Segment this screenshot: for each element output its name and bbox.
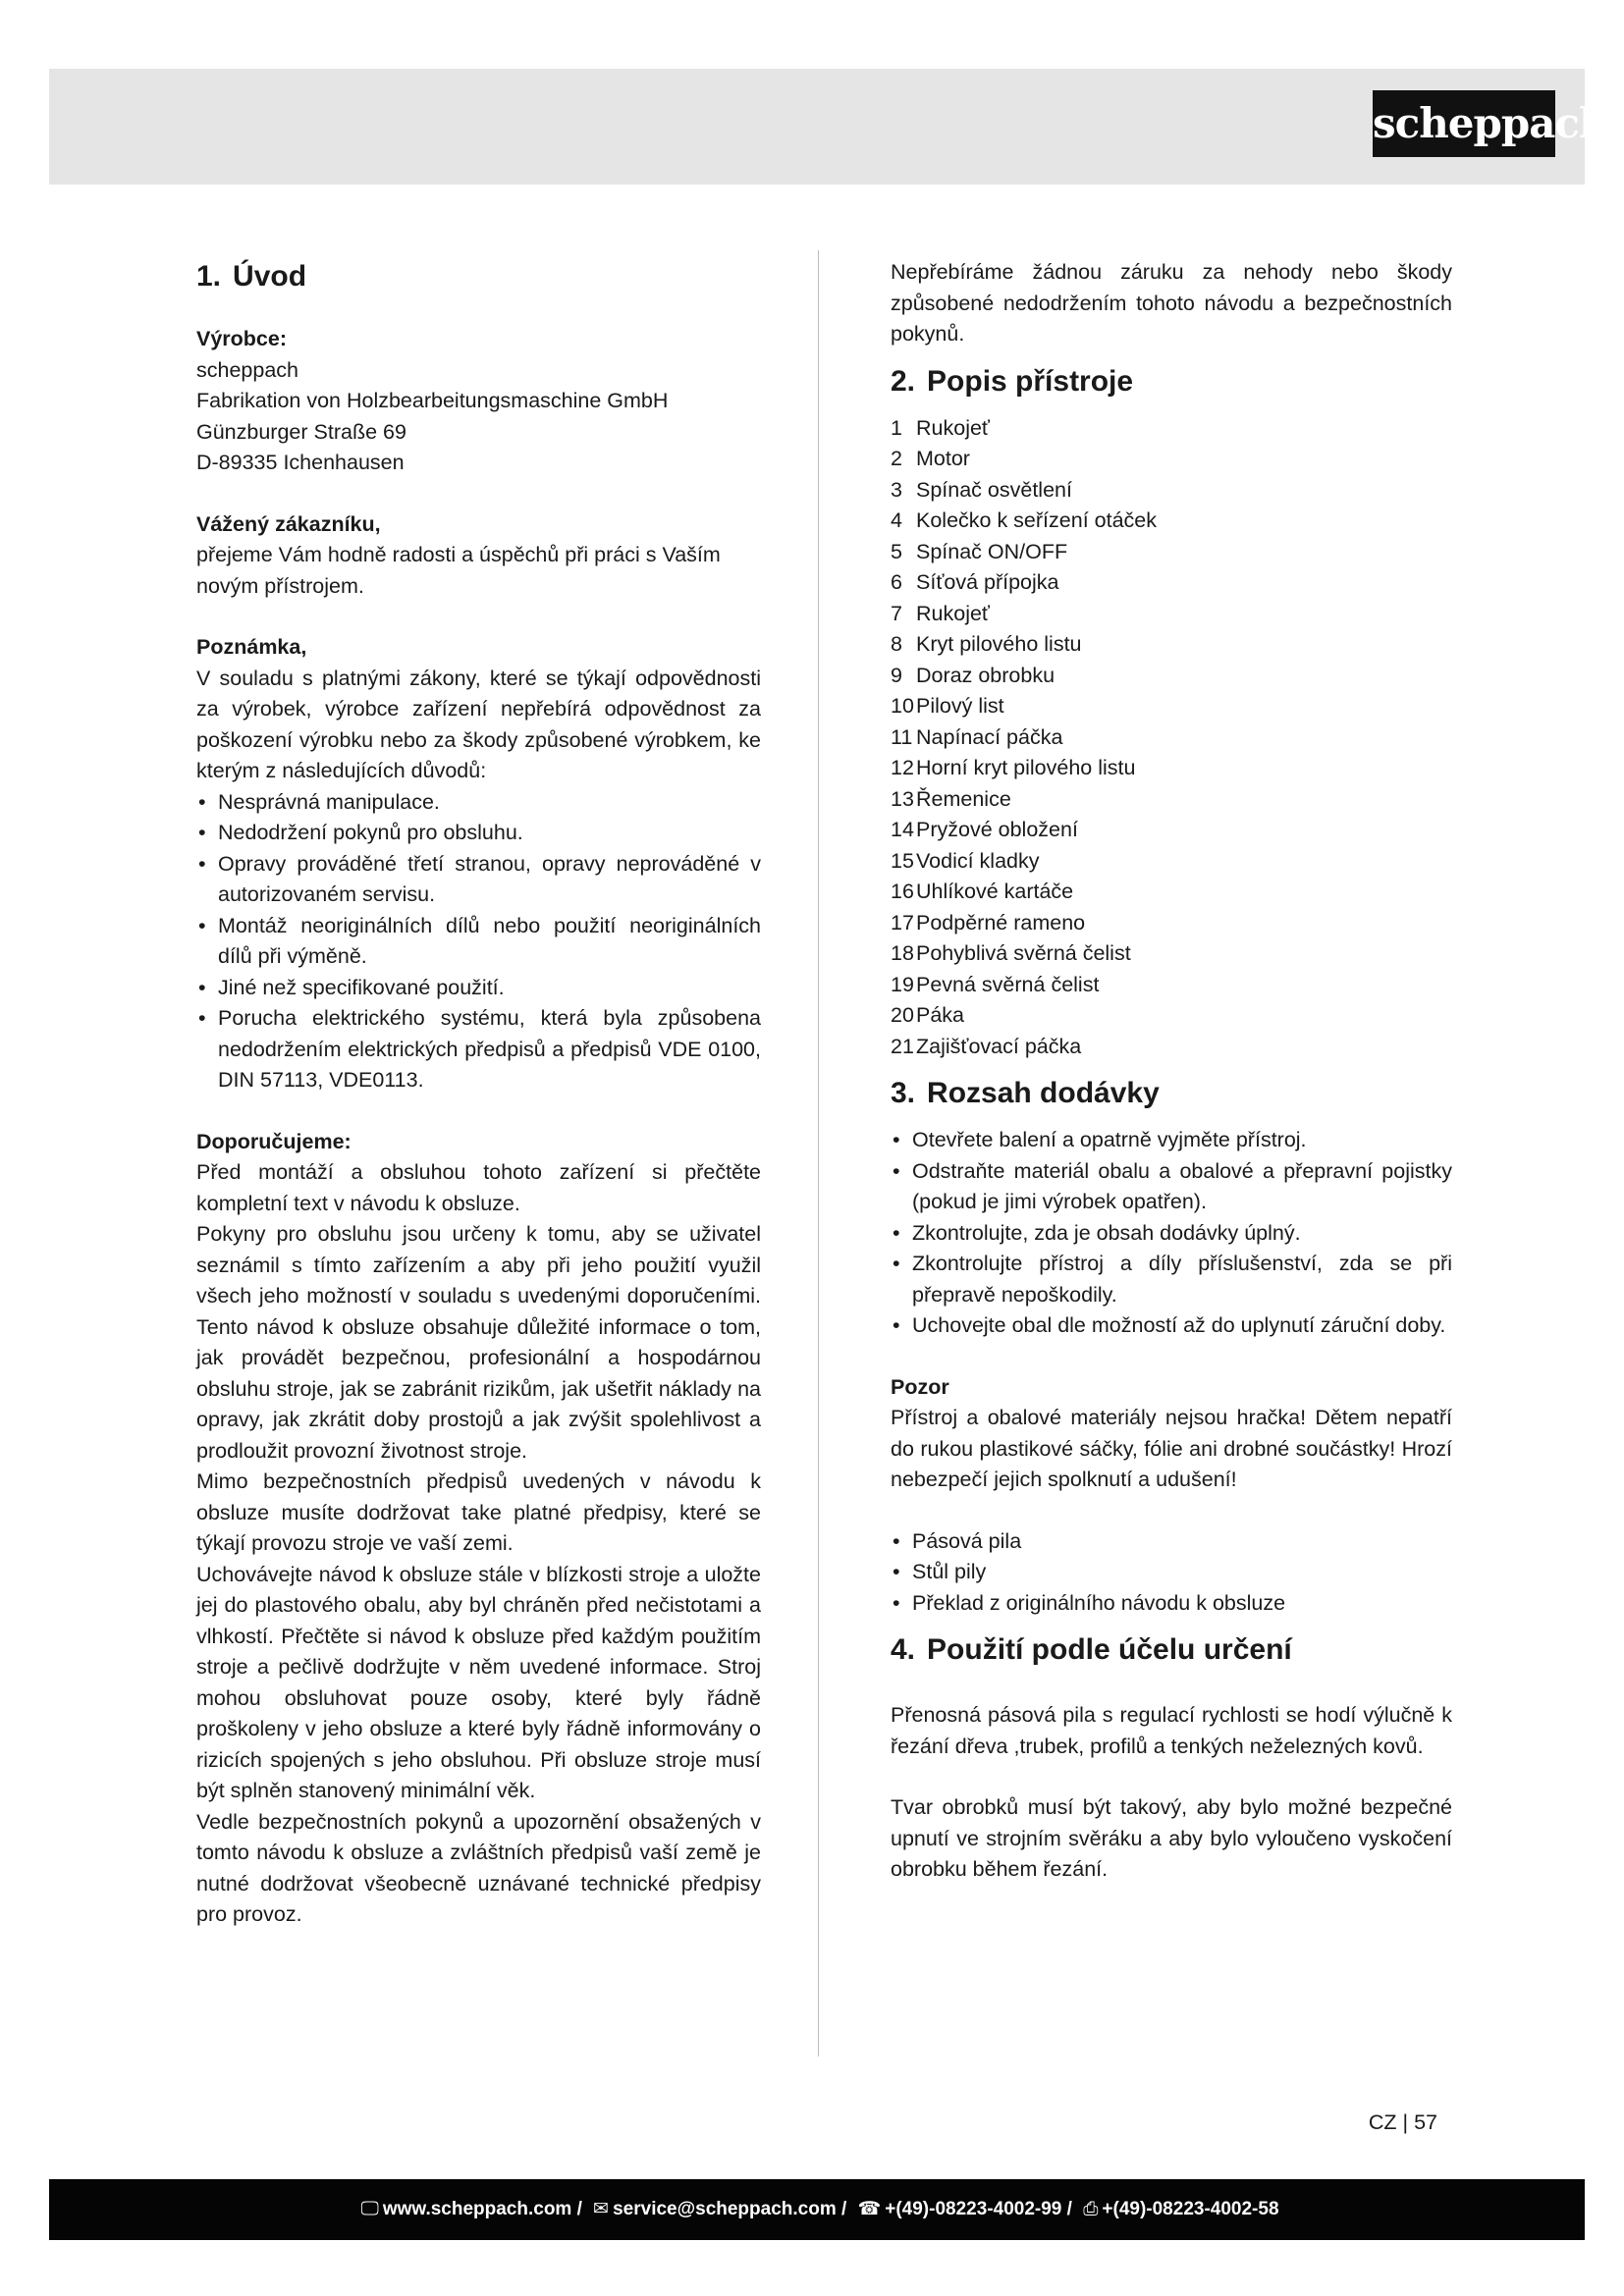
part-label: Podpěrné rameno bbox=[916, 910, 1086, 934]
part-item bbox=[891, 1032, 1452, 1063]
part-label: Rukojeť bbox=[916, 601, 990, 625]
part-item bbox=[891, 537, 1452, 568]
list-item: • Pásová pila bbox=[891, 1526, 1452, 1558]
recommend-paragraph: Mimo bezpečnostních předpisů uvedených v návodu k obsluze musíte dodržovat take platné předpisy, které se týkají provozu stroje ve vaší zemi. bbox=[196, 1469, 761, 1555]
list-item: • Zkontrolujte, zda je obsah dodávky úplný. bbox=[891, 1218, 1452, 1250]
part-item bbox=[891, 413, 1452, 445]
section-title: Úvod bbox=[233, 260, 307, 293]
part-label: Horní kryt pilového listu bbox=[916, 756, 1136, 779]
list-item: • Porucha elektrického systému, která byla způsobena nedodržením elektrických předpisů a předpisů VDE 0100, DIN 57113, VDE0113. bbox=[196, 1003, 761, 1096]
section-4-heading bbox=[891, 1630, 1452, 1670]
part-item bbox=[891, 970, 1452, 1001]
part-item bbox=[891, 815, 1452, 846]
part-item bbox=[891, 691, 1452, 722]
section-3-heading bbox=[891, 1074, 1452, 1113]
part-item bbox=[891, 599, 1452, 630]
part-label: Rukojeť bbox=[916, 415, 990, 440]
part-number: 10 bbox=[891, 694, 914, 718]
part-number: 13 bbox=[891, 786, 914, 811]
part-number: 1 bbox=[891, 415, 902, 440]
recommend-label: Doporučujeme: bbox=[196, 1129, 352, 1153]
part-label: Kolečko k seřízení otáček bbox=[916, 508, 1157, 532]
section-title: Popis přístroje bbox=[927, 364, 1134, 398]
part-number: 19 bbox=[891, 972, 914, 996]
part-item bbox=[891, 475, 1452, 507]
recommend-paragraph: Uchovávejte návod k obsluze stále v blízkosti stroje a uložte jej do plastového obalu, aby byl chráněn před nečistotami a vlhkostí. Přečtěte si návod k obsluze před každým použitím stroje a pečlivě dodržujte v něm uvedené informace. Stroj mohou obsluhovat pouze osoby, které byly řádně proškoleny v jeho obsluze a které byly řádně informovány o rizicích spojených s jeho obsluhou. Při obsluze stroje musí být splněn stanovený minimální věk. bbox=[196, 1562, 761, 1802]
list-item: • Jiné než specifikované použití. bbox=[196, 973, 761, 1004]
section-1-heading bbox=[196, 257, 761, 296]
section-title: Rozsah dodávky bbox=[927, 1077, 1160, 1109]
part-item bbox=[891, 444, 1452, 475]
manufacturer-line: Fabrikation von Holzbearbeitungsmaschine GmbH bbox=[196, 389, 669, 412]
part-item bbox=[891, 784, 1452, 816]
caution-label: Pozor bbox=[891, 1374, 949, 1399]
part-number: 15 bbox=[891, 848, 914, 873]
part-label: Vodicí kladky bbox=[916, 848, 1040, 873]
page-number: CZ | 57 bbox=[1368, 2110, 1437, 2134]
part-number: 9 bbox=[891, 663, 902, 687]
part-item bbox=[891, 629, 1452, 661]
section-title: Použití podle účelu určení bbox=[927, 1633, 1292, 1666]
part-item bbox=[891, 722, 1452, 754]
contents-bullet-list bbox=[891, 1526, 1452, 1620]
part-number: 21 bbox=[891, 1034, 914, 1058]
part-number: 5 bbox=[891, 539, 902, 563]
list-item: • Uchovejte obal dle možností až do uplynutí záruční doby. bbox=[891, 1310, 1452, 1342]
part-number: 3 bbox=[891, 477, 902, 502]
part-label: Napínací páčka bbox=[916, 724, 1063, 749]
caution-text: Přístroj a obalové materiály nejsou hračka! Dětem nepatří do rukou plastikové sáčky, fólie ani drobné součástky! Hrozí nebezpečí jejich spolknutí a udušení! bbox=[891, 1406, 1452, 1491]
part-label: Řemenice bbox=[916, 786, 1011, 811]
part-label: Pohyblivá svěrná čelist bbox=[916, 941, 1131, 965]
note-text: V souladu s platnými zákony, které se týkají odpovědnosti za výrobek, výrobce zařízení nepřebírá odpovědnost za poškození výrobku nebo za škody způsobené výrobkem, ke kterým z následujících důvodů: bbox=[196, 666, 761, 782]
parts-list bbox=[891, 413, 1452, 1063]
part-number: 7 bbox=[891, 601, 902, 625]
part-number: 14 bbox=[891, 818, 914, 841]
section-2-heading bbox=[891, 362, 1452, 401]
part-number: 20 bbox=[891, 1003, 914, 1027]
part-item bbox=[891, 753, 1452, 784]
part-item bbox=[891, 938, 1452, 970]
scheppach-logo: scheppach bbox=[1373, 90, 1555, 157]
footer-bar bbox=[49, 2179, 1585, 2240]
part-number: 16 bbox=[891, 880, 914, 903]
list-item: • Stůl pily bbox=[891, 1557, 1452, 1588]
part-label: Kryt pilového listu bbox=[916, 632, 1082, 656]
list-item: • Nesprávná manipulace. bbox=[196, 787, 761, 819]
header-band bbox=[49, 69, 1608, 185]
section-number: 4. bbox=[891, 1633, 916, 1666]
part-item bbox=[891, 846, 1452, 878]
part-number: 2 bbox=[891, 447, 902, 470]
part-label: Páka bbox=[916, 1003, 965, 1027]
footer-phone: +(49)-08223-4002-99 / bbox=[885, 2199, 1072, 2219]
fax-icon: ⎙ bbox=[1083, 2199, 1099, 2219]
right-column bbox=[891, 257, 1452, 1886]
footer-web[interactable]: www.scheppach.com / bbox=[382, 2199, 582, 2219]
part-number: 6 bbox=[891, 570, 902, 594]
part-item bbox=[891, 1000, 1452, 1032]
section-number: 2. bbox=[891, 364, 916, 398]
mail-icon: ✉ bbox=[593, 2199, 610, 2219]
column-divider bbox=[818, 250, 819, 2056]
section-number: 3. bbox=[891, 1077, 916, 1109]
part-item bbox=[891, 506, 1452, 537]
intro-text: Nepřebíráme žádnou záruku za nehody nebo škody způsobené nedodržením tohoto návodu a bezpečnostních pokynů. bbox=[891, 260, 1452, 346]
part-label: Motor bbox=[916, 447, 970, 470]
part-item bbox=[891, 567, 1452, 599]
phone-icon: ☎ bbox=[857, 2199, 882, 2219]
part-item bbox=[891, 877, 1452, 908]
manufacturer-label: Výrobce: bbox=[196, 327, 288, 350]
dear-customer-text: přejeme Vám hodně radosti a úspěchů při práci s Vaším novým přístrojem. bbox=[196, 543, 721, 598]
part-label: Zajišťovací páčka bbox=[916, 1034, 1082, 1058]
recommend-paragraph: Před montáží a obsluhou tohoto zařízení si přečtěte kompletní text v návodu k obsluze. bbox=[196, 1160, 761, 1215]
part-label: Doraz obrobku bbox=[916, 663, 1056, 687]
manufacturer-line: Günzburger Straße 69 bbox=[196, 419, 406, 444]
footer-email[interactable]: service@scheppach.com / bbox=[613, 2199, 847, 2219]
monitor-icon: 🖵 bbox=[360, 2199, 379, 2219]
part-number: 11 bbox=[891, 724, 913, 749]
recommend-paragraph: Pokyny pro obsluhu jsou určeny k tomu, aby se uživatel seznámil s tímto zařízením a aby při jeho použití využil všech jeho možností v souladu s uvedenými doporučeními. Tento návod k obsluze obsahuje důležité informace o tom, jak provádět bezpečnou, profesionální a hospodárnou obsluhu stroje, jak se zabránit rizikům, jak ušetřit náklady na opravy, jak zkrátit doby prostojů a jak zvýšit spolehlivost a prodloužit provozní životnost stroje. bbox=[196, 1222, 761, 1463]
recommend-paragraph: Vedle bezpečnostních pokynů a upozornění obsažených v tomto návodu k obsluze a zvláštních předpisů vaší země je nutné dodržovat všeobecně uznávané technické předpisy pro provoz. bbox=[196, 1809, 761, 1926]
list-item: • Otevřete balení a opatrně vyjměte přístroj. bbox=[891, 1125, 1452, 1156]
manufacturer-line: D-89335 Ichenhausen bbox=[196, 451, 405, 474]
part-number: 18 bbox=[891, 941, 914, 965]
part-number: 4 bbox=[891, 508, 902, 532]
part-number: 8 bbox=[891, 632, 902, 656]
delivery-bullet-list bbox=[891, 1125, 1452, 1342]
footer-fax: +(49)-08223-4002-58 bbox=[1102, 2199, 1279, 2219]
part-label: Uhlíkové kartáče bbox=[916, 880, 1074, 903]
part-label: Spínač ON/OFF bbox=[916, 539, 1068, 563]
part-label: Pilový list bbox=[916, 694, 1004, 718]
part-label: Pryžové obložení bbox=[916, 818, 1078, 841]
use-paragraph: Tvar obrobků musí být takový, aby bylo možné bezpečné upnutí ve strojním svěráku a aby bylo vyloučeno vyskočení obrobku během řezání. bbox=[891, 1795, 1452, 1881]
list-item: • Montáž neoriginálních dílů nebo použití neoriginálních dílů při výměně. bbox=[196, 911, 761, 973]
part-item bbox=[891, 908, 1452, 939]
part-label: Pevná svěrná čelist bbox=[916, 972, 1100, 996]
list-item: • Překlad z originálního návodu k obsluze bbox=[891, 1588, 1452, 1620]
note-bullet-list bbox=[196, 787, 761, 1096]
dear-customer-label: Vážený zákazníku, bbox=[196, 511, 381, 536]
part-label: Spínač osvětlení bbox=[916, 477, 1072, 502]
part-number: 17 bbox=[891, 910, 914, 934]
use-paragraph: Přenosná pásová pila s regulací rychlosti se hodí výlučně k řezání dřeva ,trubek, profilů a tenkých neželezných kovů. bbox=[891, 1703, 1452, 1758]
note-label: Poznámka, bbox=[196, 635, 307, 659]
manufacturer-line: scheppach bbox=[196, 357, 298, 382]
part-label: Síťová přípojka bbox=[916, 570, 1059, 594]
part-item bbox=[891, 661, 1452, 692]
list-item: • Zkontrolujte přístroj a díly příslušenství, zda se při přepravě nepoškodily. bbox=[891, 1249, 1452, 1310]
list-item: • Nedodržení pokynů pro obsluhu. bbox=[196, 818, 761, 849]
left-column bbox=[196, 257, 761, 1931]
list-item: • Odstraňte materiál obalu a obalové a přepravní pojistky (pokud je jimi výrobek opatřen). bbox=[891, 1156, 1452, 1218]
part-number: 12 bbox=[891, 756, 914, 779]
list-item: • Opravy prováděné třetí stranou, opravy neprováděné v autorizovaném servisu. bbox=[196, 849, 761, 911]
section-number: 1. bbox=[196, 260, 222, 293]
